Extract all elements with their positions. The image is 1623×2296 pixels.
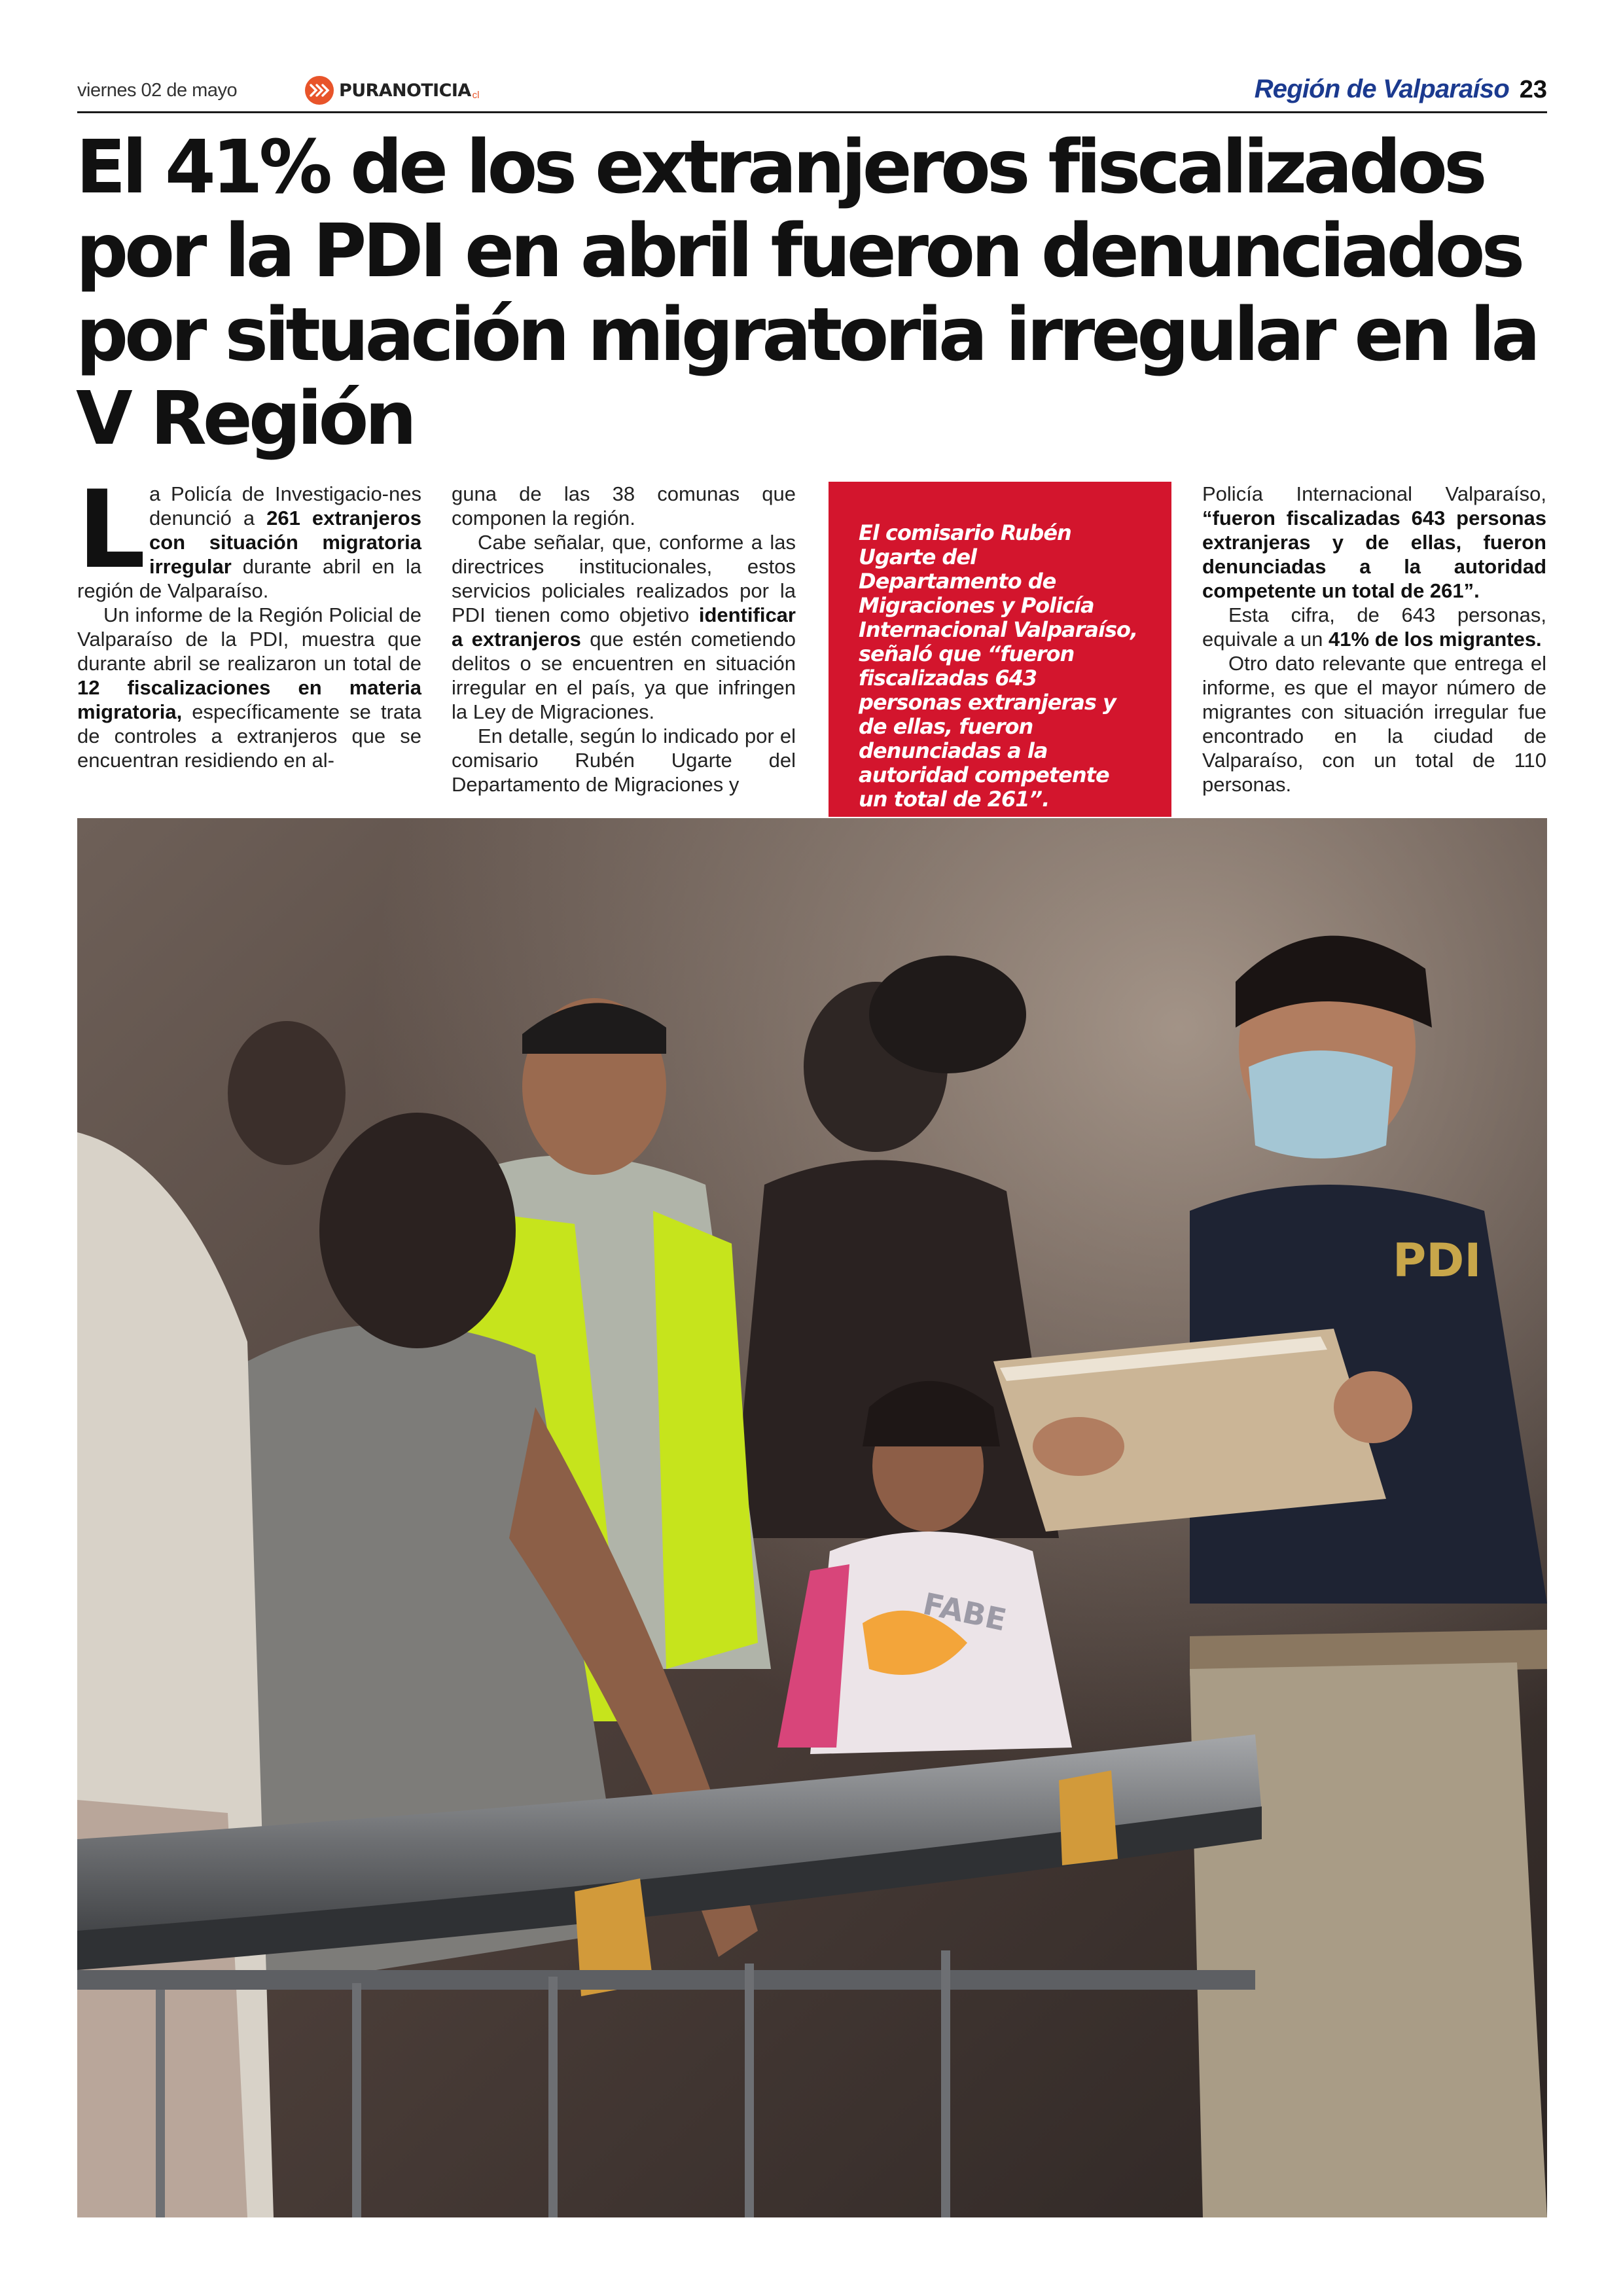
article-column-2 [452, 482, 796, 797]
drop-cap: L [77, 467, 146, 592]
article-paragraph: En detalle, según lo indicado por el comisario Rubén Ugarte del Departamento de Migraciones y [452, 725, 796, 796]
issue-date: viernes 02 de mayo [77, 80, 238, 101]
section-title: Región de Valparaíso [1254, 75, 1509, 103]
photo-illustration [77, 818, 1547, 2217]
article-paragraph: Un informe de la Región Policial de Valparaíso de la PDI, muestra que durante abril se realizaron un total de 12 fiscalizaciones en materia migratoria, específicamente se trata de controles a extranjeros que se encuentran residiendo en al- [77, 603, 421, 772]
brand-name: PURANOTICIA [339, 80, 471, 101]
shirt-print: FABE [919, 1585, 1010, 1638]
header-divider [77, 111, 1547, 113]
play-chevrons-icon [305, 76, 334, 105]
article-column-1 [77, 467, 421, 772]
article-paragraph: Esta cifra, de 643 personas, equivale a un 41% de los migrantes. [1202, 603, 1546, 651]
vest-print: PDI [1393, 1234, 1482, 1287]
article-paragraph: a Policía de Investigacio-nes denunció a 261 extranjeros con situación migratoria irregular durante abril en la región de Valparaíso. [77, 482, 421, 602]
brand-logo [305, 76, 479, 105]
article-paragraph: Cabe señalar, que, conforme a las directrices institucionales, estos servicios policiales realizados por la PDI tienen como objetivo identificar a extranjeros que estén cometiendo delitos o se encuentren en situación irregular en el país, ya que infringen la Ley de Migraciones. [452, 531, 796, 723]
article-paragraph: Policía Internacional Valparaíso, “fueron fiscalizadas 643 personas extranjeras y de ellas, fueron denunciadas a la autoridad competente un total de 261”. [1202, 482, 1546, 602]
article-paragraph: Otro dato relevante que entrega el informe, es que el mayor número de migrantes con situación irregular fue encontrado en la ciudad de Valparaíso, con un total de 110 personas. [1202, 652, 1546, 796]
article-paragraph: guna de las 38 comunas que componen la región. [452, 482, 796, 529]
brand-suffix: cl [472, 90, 480, 101]
pull-quote-text: El comisario Rubén Ugarte del Departamento de Migraciones y Policía Internacional Valparaíso, señaló que “fueron fiscalizadas 643 personas extranjeras y de ellas, fueron denunciadas a la autoridad competente un total de 261”. [859, 520, 1138, 812]
news-photo [77, 818, 1547, 2217]
headline: El 41% de los extranjeros fiscalizados por la PDI en abril fueron denunciados por situación migratoria irregular en la V Región [76, 125, 1537, 461]
page-number: 23 [1519, 76, 1547, 103]
pull-quote-box [829, 482, 1171, 817]
article-column-4 [1202, 482, 1546, 797]
